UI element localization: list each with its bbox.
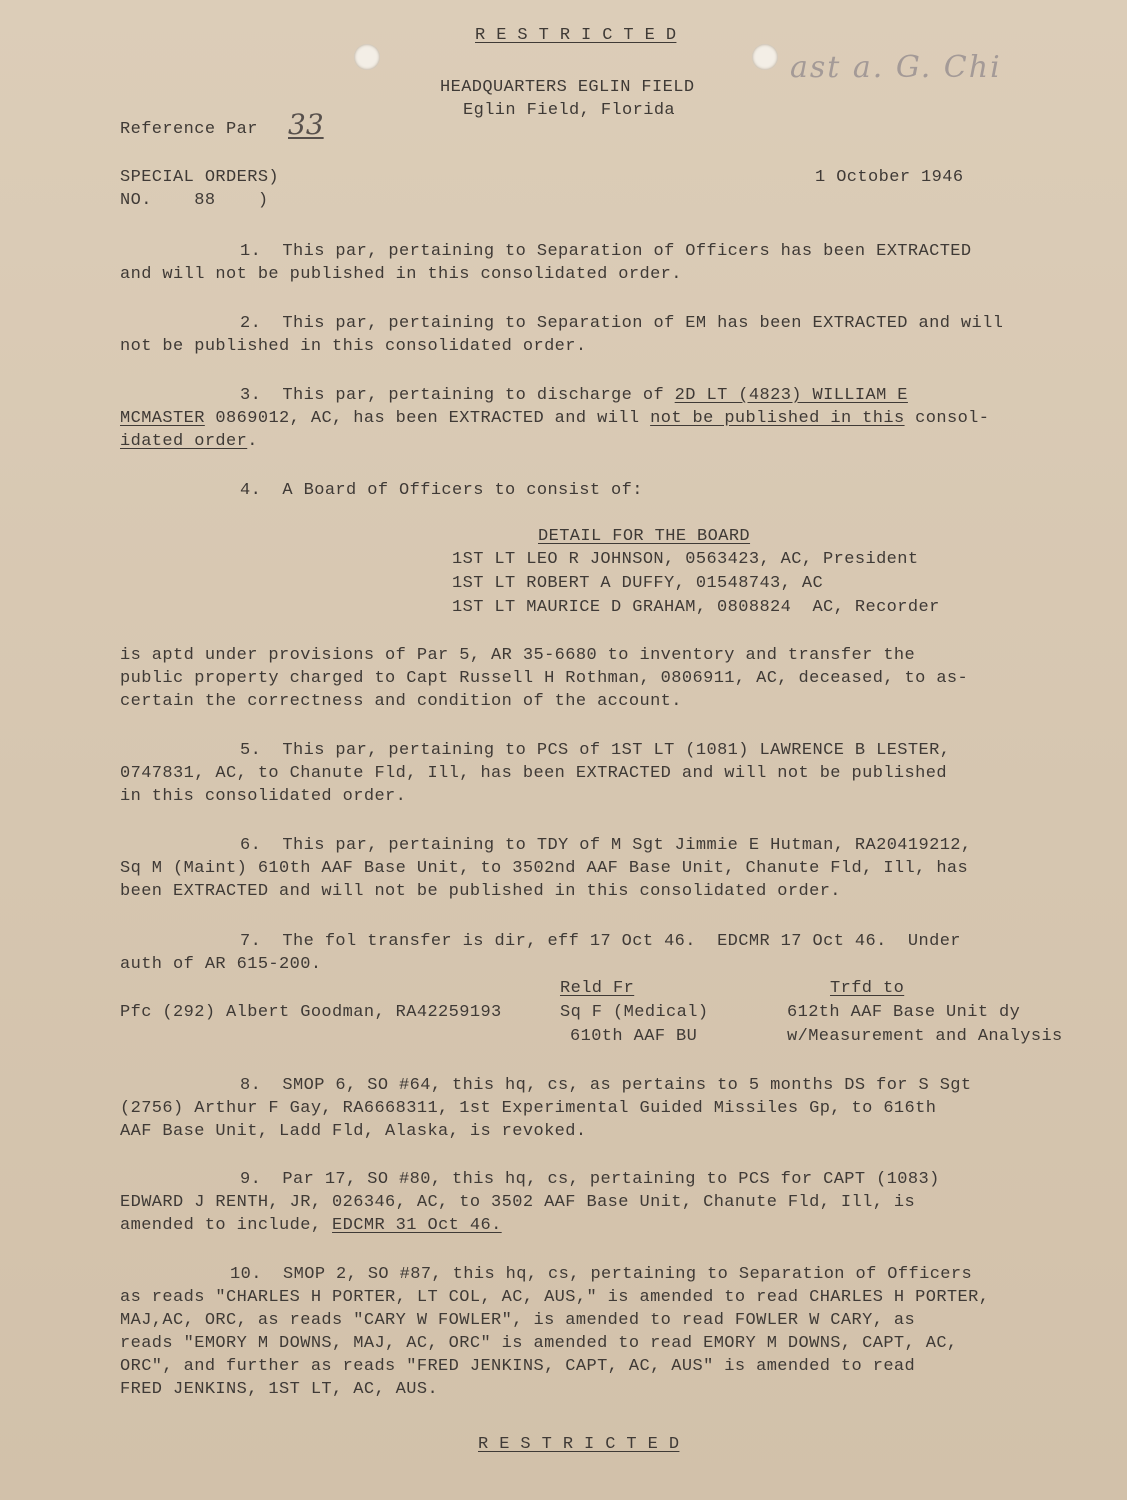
para-9-line: EDWARD J RENTH, JR, 026346, AC, to 3502 AAF Base Unit, Chanute Fld, Ill, is bbox=[120, 1193, 916, 1212]
para-10-line: 10. SMOP 2, SO #87, this hq, cs, pertaining to Separation of Officers bbox=[230, 1265, 973, 1284]
para-4-body: is aptd under provisions of Par 5, AR 35-6680 to inventory and transfer the bbox=[120, 646, 916, 665]
para-6-line: been EXTRACTED and will not be published in this consolidated order. bbox=[120, 882, 841, 901]
para-9-line: 9. Par 17, SO #80, this hq, cs, pertaining to PCS for CAPT (1083) bbox=[240, 1170, 940, 1189]
para-8-line: 8. SMOP 6, SO #64, this hq, cs, as pertains to 5 months DS for S Sgt bbox=[240, 1076, 972, 1095]
para-4-intro: 4. A Board of Officers to consist of: bbox=[240, 481, 643, 500]
special-orders-line1: SPECIAL ORDERS) bbox=[120, 168, 280, 187]
para-10-line: reads "EMORY M DOWNS, MAJ, AC, ORC" is amended to read EMORY M DOWNS, CAPT, AC, bbox=[120, 1334, 958, 1353]
board-detail-heading: DETAIL FOR THE BOARD bbox=[538, 527, 751, 546]
para-9-line: amended to include, EDCMR 31 Oct 46. bbox=[120, 1216, 502, 1235]
para-5-line: in this consolidated order. bbox=[120, 787, 407, 806]
para-10-line: as reads "CHARLES H PORTER, LT COL, AC, AUS," is amended to read CHARLES H PORTER, bbox=[120, 1288, 990, 1307]
transfer-to: 612th AAF Base Unit dy bbox=[787, 1003, 1021, 1022]
para-5-line: 0747831, AC, to Chanute Fld, Ill, has been EXTRACTED and will not be published bbox=[120, 764, 947, 783]
punch-hole-right bbox=[752, 44, 778, 70]
transfer-person: Pfc (292) Albert Goodman, RA42259193 bbox=[120, 1003, 502, 1022]
para-8-line: (2756) Arthur F Gay, RA6668311, 1st Experimental Guided Missiles Gp, to 616th bbox=[120, 1099, 937, 1118]
org-location: Eglin Field, Florida bbox=[463, 101, 676, 120]
para-4-body: public property charged to Capt Russell H Rothman, 0806911, AC, deceased, to as- bbox=[120, 669, 969, 688]
transfer-col-from: Reld Fr bbox=[560, 979, 635, 998]
board-member: 1ST LT MAURICE D GRAHAM, 0808824 AC, Recorder bbox=[452, 598, 940, 617]
punch-hole-left bbox=[354, 44, 380, 70]
transfer-to: w/Measurement and Analysis bbox=[787, 1027, 1063, 1046]
para-1-line: and will not be published in this consolidated order. bbox=[120, 265, 682, 284]
para-7-line: auth of AR 615-200. bbox=[120, 955, 322, 974]
para-8-line: AAF Base Unit, Ladd Fld, Alaska, is revoked. bbox=[120, 1122, 587, 1141]
para-10-line: ORC", and further as reads "FRED JENKINS, CAPT, AC, AUS" is amended to read bbox=[120, 1357, 916, 1376]
org-heading: HEADQUARTERS EGLIN FIELD bbox=[440, 78, 695, 97]
para-3-line: idated order. bbox=[120, 432, 258, 451]
reference-label: Reference Par bbox=[120, 120, 258, 139]
para-4-body: certain the correctness and condition of the account. bbox=[120, 692, 682, 711]
transfer-from: 610th AAF BU bbox=[570, 1027, 698, 1046]
para-6-line: Sq M (Maint) 610th AAF Base Unit, to 3502nd AAF Base Unit, Chanute Fld, Ill, has bbox=[120, 859, 969, 878]
para-6-line: 6. This par, pertaining to TDY of M Sgt Jimmie E Hutman, RA20419212, bbox=[240, 836, 972, 855]
classification-bottom: R E S T R I C T E D bbox=[478, 1435, 680, 1454]
board-member: 1ST LT ROBERT A DUFFY, 01548743, AC bbox=[452, 574, 824, 593]
para-2-line: 2. This par, pertaining to Separation of EM has been EXTRACTED and will bbox=[240, 314, 1004, 333]
handwritten-note: ast a. G. Chi bbox=[790, 50, 1002, 85]
special-orders-line2: NO. 88 ) bbox=[120, 191, 269, 210]
para-10-line: MAJ,AC, ORC, as reads "CARY W FOWLER", is amended to read FOWLER W CARY, as bbox=[120, 1311, 916, 1330]
para-3-line: 3. This par, pertaining to discharge of 2D LT (4823) WILLIAM E bbox=[240, 386, 908, 405]
order-date: 1 October 1946 bbox=[815, 168, 964, 187]
para-5-line: 5. This par, pertaining to PCS of 1ST LT (1081) LAWRENCE B LESTER, bbox=[240, 741, 951, 760]
reference-number: 33 bbox=[288, 108, 324, 141]
classification-top: R E S T R I C T E D bbox=[475, 26, 677, 45]
para-2-line: not be published in this consolidated order. bbox=[120, 337, 587, 356]
para-10-line: FRED JENKINS, 1ST LT, AC, AUS. bbox=[120, 1380, 439, 1399]
transfer-from: Sq F (Medical) bbox=[560, 1003, 709, 1022]
para-3-line: MCMASTER 0869012, AC, has been EXTRACTED and will not be published in this consol- bbox=[120, 409, 990, 428]
board-member: 1ST LT LEO R JOHNSON, 0563423, AC, President bbox=[452, 550, 919, 569]
para-7-line: 7. The fol transfer is dir, eff 17 Oct 46. EDCMR 17 Oct 46. Under bbox=[240, 932, 961, 951]
para-1-line: 1. This par, pertaining to Separation of Officers has been EXTRACTED bbox=[240, 242, 972, 261]
transfer-col-to: Trfd to bbox=[830, 979, 905, 998]
